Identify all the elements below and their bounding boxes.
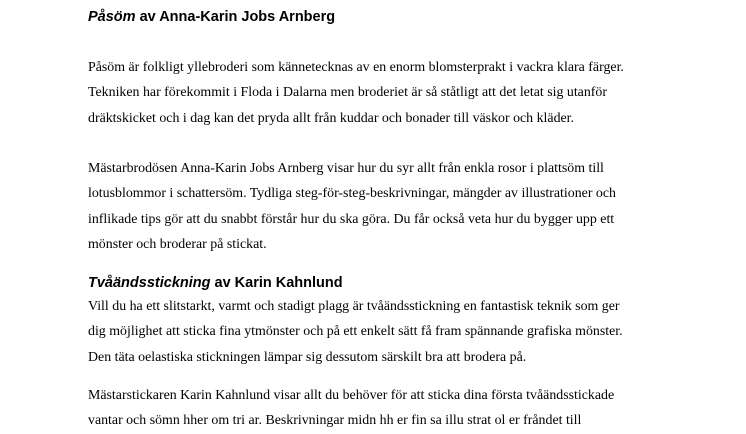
text-line: Vill du ha ett slitstarkt, varmt och stadigt plagg är tvåändsstickning en fantastisk teknik som ger — [88, 299, 620, 314]
book-title: Påsöm — [88, 9, 136, 25]
text-line: inflikade tips gör att du snabbt förstår hur du ska göra. Du får också veta hur du bygger upp ett — [88, 211, 615, 227]
text-line: Påsöm är folkligt yllebroderi som kännetecknas av en enorm blomsterprakt i vackra klara färger. — [88, 60, 624, 75]
book-title: Tvåändsstickning — [88, 275, 211, 291]
section-heading-tvaandsstickning — [88, 275, 343, 291]
paragraph — [88, 294, 728, 370]
section-heading-pasom — [88, 9, 335, 25]
text-line: vantar och sömn hher om tri ar. Beskrivningar midn hh er fin sa illu strat ol er fråndet till — [88, 413, 582, 429]
text-line: dig möjlighet att sticka fina ytmönster och på ett enkelt sätt få fram spännande grafiska mönster. — [88, 324, 623, 340]
text-line: Tekniken har förekommit i Floda i Dalarna men broderiet är så ståtligt att det letat sig utanför — [88, 85, 607, 101]
book-author: av Karin Kahnlund — [210, 275, 343, 291]
text-line: Den täta oelastiska stickningen lämpar sig dessutom särskilt bra att brodera på. — [88, 349, 527, 365]
text-line: dräktskicket och i dag kan det pryda allt från kuddar och bonader till väskor och kläder. — [88, 110, 575, 126]
text-line: lotusblommor i schattersöm. Tydliga steg-för-steg-beskrivningar, mängder av illustrationer och — [88, 186, 616, 202]
paragraph — [88, 383, 728, 434]
text-line: Mästarbrodösen Anna-Karin Jobs Arnberg visar hur du syr allt från enkla rosor i plattsöm till — [88, 161, 604, 176]
paragraph — [88, 55, 728, 131]
text-line: mönster och broderar på stickat. — [88, 236, 267, 252]
paragraph — [88, 156, 728, 257]
text-line: Mästarstickaren Karin Kahnlund visar allt du behöver för att sticka dina första tvåändsstickade — [88, 388, 615, 403]
book-author: av Anna-Karin Jobs Arnberg — [135, 9, 336, 25]
